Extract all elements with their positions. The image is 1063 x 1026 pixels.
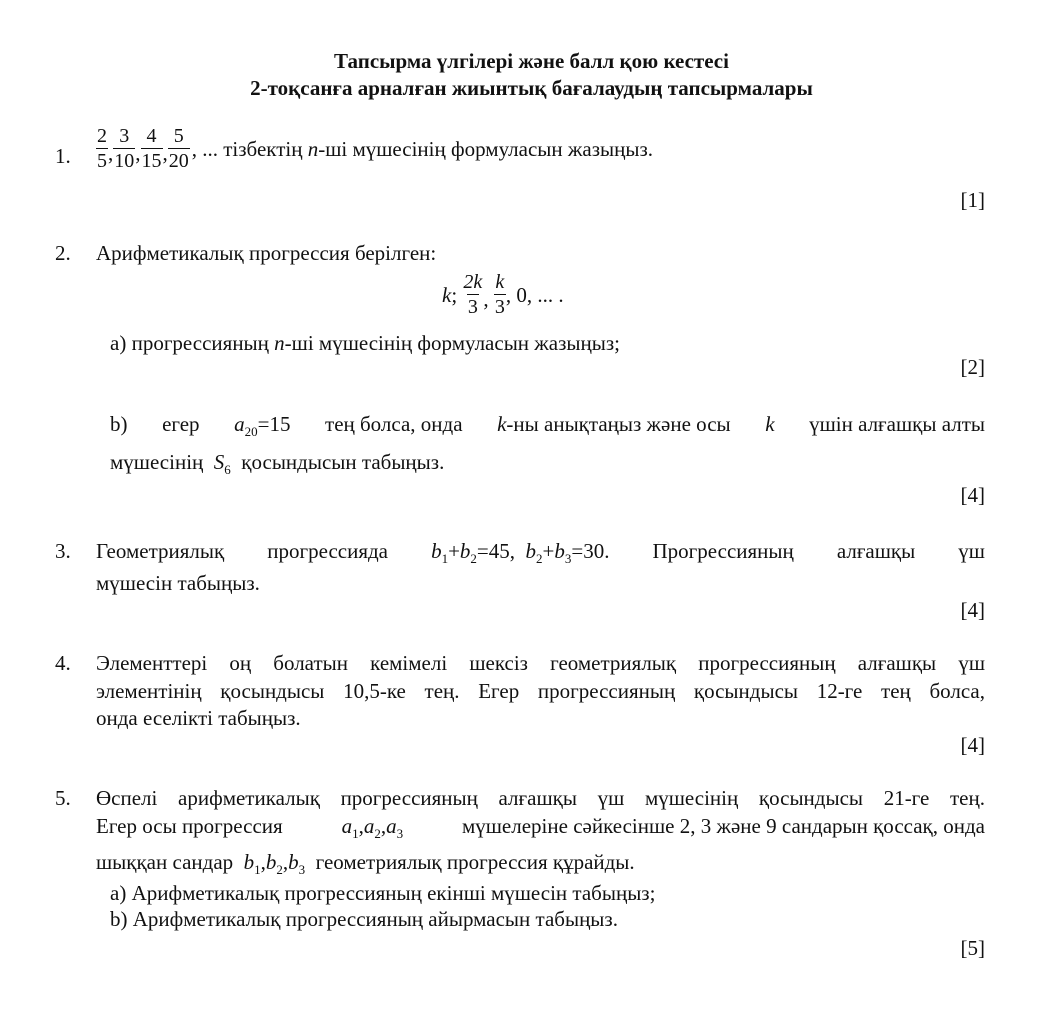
title-line-2: 2-тоқсанға арналған жиынтық бағалаудың тапсырмалары — [250, 76, 813, 100]
q4-line-2: элементінің қосындысы 10,5-ке тең. Егер прогрессияның қосындысы 12-ге тең болса, — [96, 679, 985, 703]
q2b-marks: [4] — [960, 483, 985, 507]
q4-marks: [4] — [960, 733, 985, 757]
q2-fraction-1: $\frac{2k}{3}$ — [463, 271, 483, 318]
q2b-line-2: мүшесінің $S_6$ қосындысын табыңыз. — [110, 450, 445, 477]
q1-fraction-1: $\frac{2}{5}$ — [97, 125, 107, 172]
q1-text: , ... тізбектің n-ші мүшесінің формуласын жазыңыз. — [191, 136, 653, 161]
q4-line-1: Элементтері оң болатын кемімелі шексіз геометриялық прогрессияның алғашқы үш — [96, 651, 985, 675]
q3-line-2: мүшесін табыңыз. — [96, 571, 260, 595]
q4-line-3: онда еселікті табыңыз. — [96, 706, 301, 730]
q2a-text: a) прогрессияның n-ші мүшесінің формуласын жазыңыз; — [110, 331, 621, 355]
q1-fraction-2: $\frac{3}{10}$ — [114, 125, 135, 172]
q5a-text: a) Арифметикалық прогрессияның екінші мүшесін табыңыз; — [110, 881, 656, 905]
q2-intro: Арифметикалық прогрессия берілген: — [96, 241, 437, 265]
q1-marks: [1] — [960, 188, 985, 212]
q5-number: 5. — [55, 786, 71, 810]
q1-fraction-4: $\frac{5}{20}$ — [168, 125, 189, 172]
q5-line-3: шыққан сандар $b_1,b_2,b_3$ геометриялық прогрессия құрайды. — [96, 850, 635, 877]
q2a-marks: [2] — [960, 355, 985, 379]
q5-line-2: Егер осы прогрессия $a_1,a_2,a_3$ мүшелеріне сәйкесінше 2, 3 және 9 сандарын қоссақ, онда — [96, 814, 985, 841]
q1-sequence: $\frac{2}{5}$ , $\frac{3}{10}$ , $\frac{4}{15}$ , $\frac{5}{20}$ , ... тізбектің n-ші мүшесінің формуласын жазыңыз. — [97, 125, 653, 172]
title-line-1: Тапсырма үлгілері және балл қою кестесі — [334, 49, 729, 73]
q1-fraction-3: $\frac{4}{15}$ — [141, 125, 162, 172]
q2-sequence: k ; $\frac{2k}{3}$ , $\frac{k}{3}$ , 0, ... . — [442, 271, 564, 318]
q2-number: 2. — [55, 241, 71, 265]
q5-line-1: Өспелі арифметикалық прогрессияның алғашқы үш мүшесінің қосындысы 21-ге тең. — [96, 786, 985, 810]
q3-number: 3. — [55, 539, 71, 563]
q3-line-1: Геометриялық прогрессияда $b_1+b_2=45$, $b_2+b_3=30$. Прогрессияның алғашқы үш — [96, 539, 985, 566]
q5-marks: [5] — [960, 936, 985, 960]
q4-number: 4. — [55, 651, 71, 675]
q2-fraction-2: $\frac{k}{3}$ — [494, 271, 505, 318]
q1-number: 1. — [55, 144, 71, 168]
q3-marks: [4] — [960, 598, 985, 622]
q5b-text: b) Арифметикалық прогрессияның айырмасын табыңыз. — [110, 907, 618, 931]
q2b-line-1: b) егер $a_{20}=15$ тең болса, онда k-ны анықтаңыз және осы k үшін алғашқы алты — [110, 412, 985, 439]
